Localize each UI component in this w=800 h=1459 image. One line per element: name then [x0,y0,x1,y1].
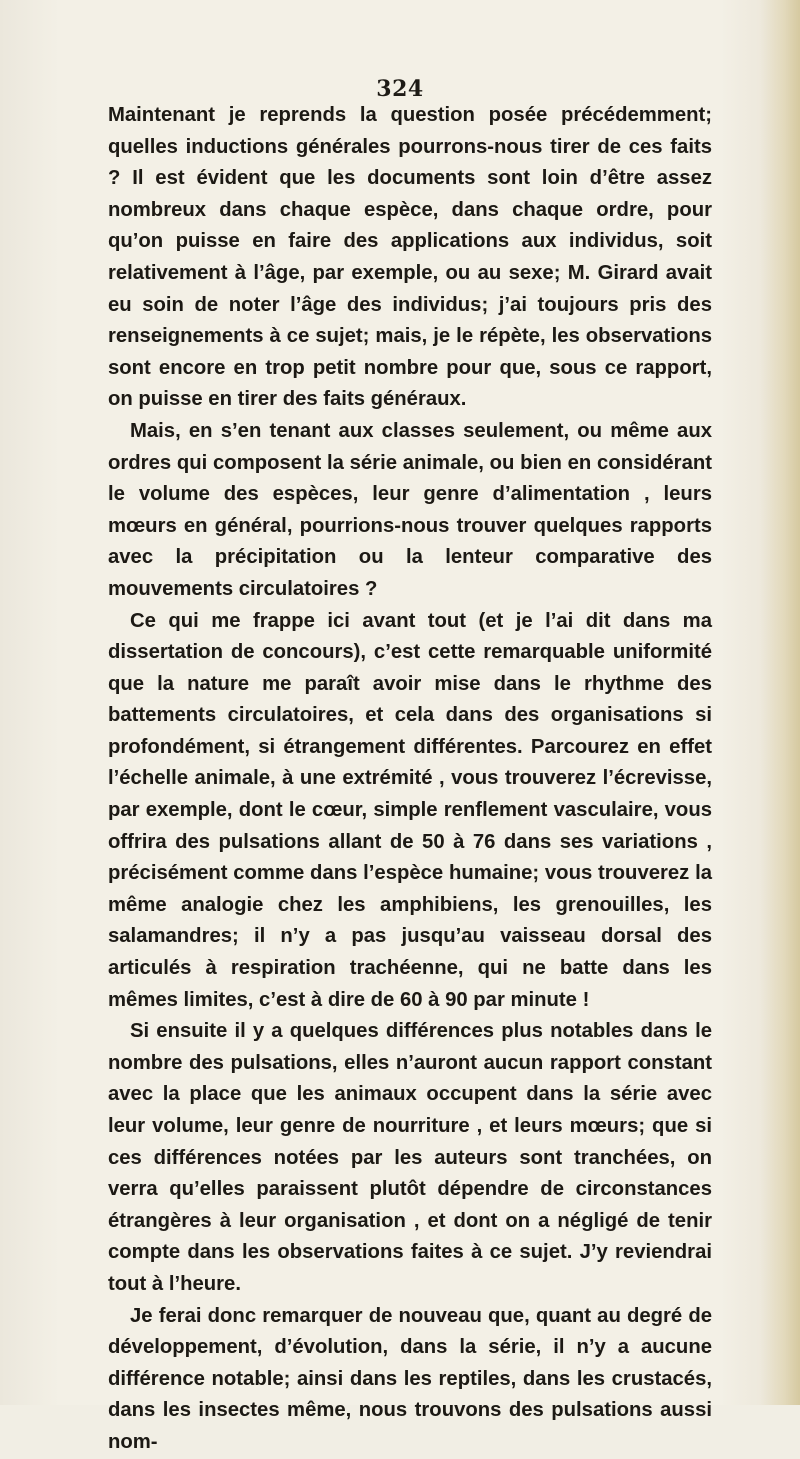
paragraph-4: Si ensuite il y a quelques différences plus notables dans le nombre des pulsations, elles n’auront aucun rapport constant avec la place que les animaux occupent dans la série avec leur volume, leur genre de nourriture , et leurs mœurs; que si ces différences notées par les auteurs sont tranchées, on verra qu’elles paraissent plutôt dépendre de circonstances étrangères à leur organisation , et dont on a négligé de tenir compte dans les observations faites à ce sujet. J’y reviendrai tout à l’heure. [108,1020,712,1295]
page-number: 324 [376,76,424,102]
paragraph-5: Je ferai donc remarquer de nouveau que, quant au degré de développement, d’évolution, dans la série, il n’y a aucune différence notable; ainsi dans les reptiles, dans les crustacés, dans les insectes même, nous trouvons des pulsations aussi nom- [108,1304,712,1453]
paragraph-1: Maintenant je reprends la question posée précédemment; quelles inductions générales pourrons-nous tirer de ces faits ? Il est évident que les documents sont loin d’être assez nombreux dans chaque espèce, dans chaque ordre, pour qu’on puisse en faire des applications aux individus, soit relativement à l’âge, par exemple, ou au sexe; M. Girard avait eu soin de noter l’âge des individus; j’ai toujours pris des renseignements à ce sujet; mais, je le répète, les observations sont encore en trop petit nombre pour que, sous ce rapport, on puisse en tirer des faits généraux. [108,104,712,411]
paragraph-3: Ce qui me frappe ici avant tout (et je l’ai dit dans ma dissertation de concours), c’est cette remarquable uniformité que la nature me paraît avoir mise dans le rhythme des battements circulatoires, et cela dans des organisations si profondément, si étrangement différentes. Parcourez en effet l’échelle animale, à une extrémité , vous trouverez l’écrevisse, par exemple, dont le cœur, simple renflement vasculaire, vous offrira des pulsations allant de 50 à 76 dans ses variations , précisément comme dans l’espèce humaine; vous trouverez la même analogie chez les amphibiens, les grenouilles, les salamandres; il n’y a pas jusqu’au vaisseau dorsal des articulés à respiration trachéenne, qui ne batte dans les mêmes limites, c’est à dire de 60 à 90 par minute ! [108,609,712,1011]
body-text [108,100,712,1459]
page-edge-shadow [760,0,800,1405]
paragraph-2: Mais, en s’en tenant aux classes seulement, ou même aux ordres qui composent la série animale, ou bien en considérant le volume des espèces, leur genre d’alimentation , leurs mœurs en général, pourrions-nous trouver quelques rapports avec la précipitation ou la lenteur comparative des mouvements circulatoires ? [108,419,712,600]
